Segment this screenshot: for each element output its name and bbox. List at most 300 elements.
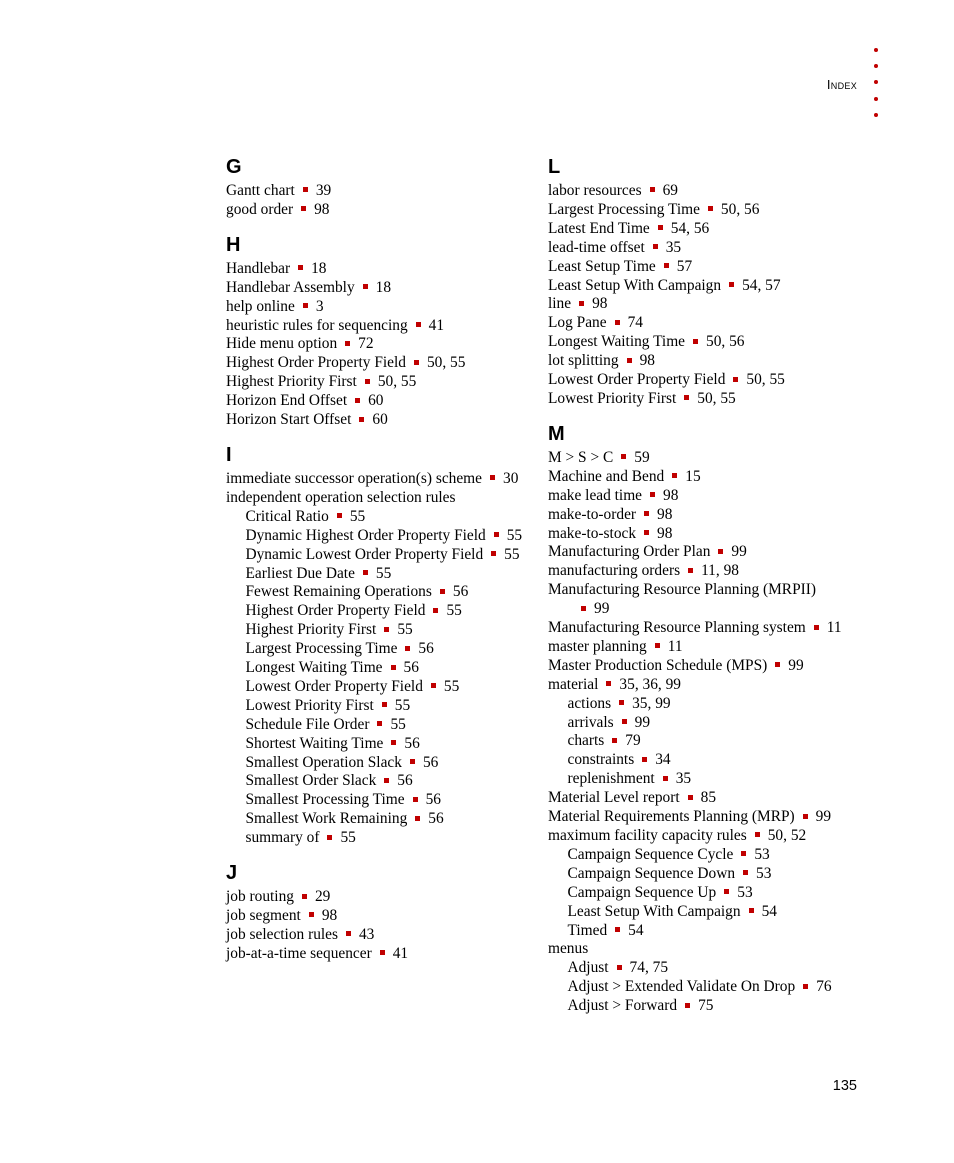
index-subentry — [226, 772, 546, 791]
bullet-icon — [729, 282, 734, 287]
entry-pages: 35 — [665, 238, 682, 256]
entry-pages: 72 — [358, 335, 374, 353]
entry-term: job-at-a-time sequencer — [226, 944, 372, 962]
entry-pages: 50, 55 — [697, 389, 736, 407]
index-column-left — [226, 154, 546, 976]
entry-term: Highest Priority First — [226, 373, 357, 391]
bullet-icon — [491, 551, 496, 556]
entry-pages: 11 — [826, 619, 842, 637]
index-entry — [548, 600, 868, 619]
entry-pages: 56 — [404, 734, 420, 752]
index-entry — [548, 827, 868, 846]
entry-pages: 55 — [349, 507, 366, 525]
bullet-icon — [688, 568, 693, 573]
bullet-icon — [803, 984, 808, 989]
index-entry — [226, 354, 546, 373]
index-entry — [226, 907, 546, 926]
index-entry — [548, 201, 868, 220]
index-subentry — [548, 922, 868, 941]
index-subentry — [548, 714, 868, 733]
bullet-icon — [579, 301, 584, 306]
index-entry — [548, 789, 868, 808]
index-entry — [548, 525, 868, 544]
index-subentry — [226, 716, 546, 735]
index-section — [548, 421, 868, 1016]
bullet-icon — [655, 643, 660, 648]
bullet-icon — [440, 589, 445, 594]
entry-pages: 18 — [311, 259, 327, 277]
bullet-icon — [644, 511, 649, 516]
bullet-icon — [355, 398, 360, 403]
entry-term: Campaign Sequence Down — [567, 864, 736, 882]
entry-term: Campaign Sequence Up — [567, 883, 717, 901]
bullet-icon — [410, 759, 415, 764]
index-subentry — [226, 735, 546, 754]
bullet-icon — [642, 757, 647, 762]
entry-pages: 76 — [816, 978, 832, 996]
entry-pages: 54, 57 — [742, 276, 781, 294]
entry-pages: 3 — [315, 297, 324, 315]
index-entry — [226, 392, 546, 411]
entry-pages: 11 — [667, 637, 683, 655]
entry-pages: 11, 98 — [701, 562, 739, 580]
index-entry — [548, 638, 868, 657]
entry-term: Machine and Bend — [548, 467, 665, 485]
bullet-icon — [612, 738, 617, 743]
index-entry — [226, 201, 546, 220]
running-header: Index — [826, 77, 857, 92]
entry-term: Dynamic Lowest Order Property Field — [245, 545, 484, 563]
index-subentry — [226, 508, 546, 527]
bullet-icon — [775, 662, 780, 667]
entry-term: Handlebar — [226, 259, 291, 277]
entry-term: labor resources — [548, 182, 642, 199]
entry-term: Master Production Schedule (MPS) — [548, 656, 768, 674]
entry-term: Earliest Due Date — [245, 564, 355, 582]
entry-pages: 41 — [392, 944, 409, 962]
margin-dots-decoration — [874, 48, 880, 129]
entry-term: Critical Ratio — [245, 507, 329, 525]
entry-pages: 50, 56 — [706, 333, 745, 351]
bullet-icon — [621, 454, 626, 459]
section-letter: M — [548, 422, 565, 445]
index-subentry — [226, 810, 546, 829]
index-entry — [226, 470, 546, 489]
entry-pages: 56 — [403, 659, 419, 677]
index-subentry — [226, 829, 546, 848]
index-entry — [548, 468, 868, 487]
bullet-icon — [672, 473, 677, 478]
entry-term: Smallest Work Remaining — [245, 810, 408, 828]
entry-term: Hide menu option — [226, 335, 338, 353]
index-entry — [548, 390, 868, 409]
index-section — [548, 154, 868, 409]
entry-term: Least Setup With Campaign — [548, 276, 722, 294]
entry-term: Manufacturing Resource Planning (MRPII) — [548, 581, 816, 599]
index-entry — [548, 940, 868, 959]
bullet-icon — [359, 417, 364, 422]
entry-term: Highest Priority First — [245, 621, 377, 639]
index-subentry — [226, 640, 546, 659]
entry-term: menus — [548, 940, 589, 958]
index-subentry — [226, 791, 546, 810]
bullet-icon — [309, 912, 314, 917]
index-subentry — [548, 959, 868, 978]
entry-term: make lead time — [548, 486, 643, 504]
entry-pages: 35, 99 — [632, 694, 671, 712]
entry-pages: 54 — [761, 902, 777, 920]
entry-pages: 53 — [756, 864, 772, 882]
entry-pages: 53 — [737, 883, 753, 901]
bullet-icon — [650, 492, 655, 497]
entry-term: Handlebar Assembly — [226, 278, 355, 296]
entry-pages: 56 — [428, 810, 444, 828]
index-subentry — [226, 583, 546, 602]
entry-term: Highest Order Property Field — [226, 354, 406, 372]
entry-pages: 98 — [321, 907, 338, 924]
bullet-icon — [303, 187, 308, 192]
bullet-icon — [650, 187, 655, 192]
entry-pages: 35, 36, 99 — [619, 675, 681, 693]
bullet-icon — [693, 339, 698, 344]
entry-term: Horizon Start Offset — [226, 411, 352, 429]
bullet-icon — [345, 341, 350, 346]
entry-pages: 50, 55 — [746, 371, 785, 389]
bullet-icon — [708, 206, 713, 211]
bullet-icon — [490, 475, 495, 480]
index-subentry — [548, 903, 868, 922]
entry-term: Log Pane — [548, 314, 607, 332]
bullet-icon — [365, 379, 370, 384]
entry-term: Largest Processing Time — [245, 640, 398, 658]
section-letter: H — [226, 233, 241, 256]
entry-pages: 41 — [428, 316, 445, 334]
index-section — [226, 442, 546, 848]
entry-pages: 74 — [627, 314, 643, 332]
entry-pages: 98 — [314, 200, 330, 218]
bullet-icon — [414, 360, 419, 365]
bullet-icon — [380, 950, 385, 955]
index-entry — [226, 317, 546, 336]
entry-term: line — [548, 295, 572, 313]
bullet-icon — [644, 530, 649, 535]
index-subentry — [548, 978, 868, 997]
entry-pages: 99 — [788, 656, 804, 674]
entry-pages: 59 — [634, 448, 650, 466]
index-subentry — [548, 846, 868, 865]
section-letter: J — [226, 862, 238, 885]
index-entry — [226, 279, 546, 298]
entry-pages: 55 — [390, 715, 406, 733]
index-entry — [226, 926, 546, 945]
index-entry — [548, 543, 868, 562]
index-entry — [226, 182, 546, 201]
entry-term: Largest Processing Time — [548, 200, 700, 218]
entry-pages: 98 — [657, 505, 673, 523]
entry-pages: 55 — [506, 526, 523, 544]
index-section — [226, 232, 546, 430]
bullet-icon — [413, 797, 418, 802]
entry-pages: 55 — [375, 564, 392, 582]
index-entry — [548, 371, 868, 390]
index-entry — [548, 258, 868, 277]
entry-term: Longest Waiting Time — [245, 659, 383, 677]
bullet-icon — [377, 721, 382, 726]
bullet-icon — [724, 889, 729, 894]
entry-term: Latest End Time — [548, 219, 650, 237]
bullet-icon — [363, 570, 368, 575]
entry-term: Smallest Order Slack — [245, 772, 377, 790]
bullet-icon — [303, 303, 308, 308]
entry-pages: 60 — [372, 411, 388, 429]
entry-term: Gantt chart — [226, 182, 295, 199]
bullet-icon — [741, 851, 746, 856]
bullet-icon — [384, 778, 389, 783]
index-subentry — [548, 884, 868, 903]
entry-pages: 54 — [628, 921, 644, 939]
entry-term: Fewest Remaining Operations — [245, 583, 432, 601]
index-subentry — [226, 659, 546, 678]
entry-term: job segment — [226, 907, 301, 924]
bullet-icon — [415, 816, 420, 821]
entry-term: Horizon End Offset — [226, 392, 348, 410]
index-entry — [548, 182, 868, 201]
bullet-icon — [416, 322, 421, 327]
entry-pages: 69 — [662, 182, 678, 199]
entry-pages: 43 — [358, 925, 375, 943]
entry-pages: 18 — [375, 278, 392, 296]
bullet-icon — [494, 532, 499, 537]
entry-term: help online — [226, 297, 295, 315]
section-letter: G — [226, 156, 242, 178]
entry-term: Lowest Priority First — [245, 696, 374, 714]
index-subentry — [226, 602, 546, 621]
bullet-icon — [733, 377, 738, 382]
entry-term: make-to-stock — [548, 524, 637, 542]
entry-term: material — [548, 675, 599, 693]
entry-term: arrivals — [567, 713, 614, 731]
bullet-icon — [391, 740, 396, 745]
entry-pages: 34 — [655, 751, 671, 769]
entry-term: Shortest Waiting Time — [245, 734, 384, 752]
entry-term: Manufacturing Resource Planning system — [548, 619, 806, 637]
bullet-icon — [301, 206, 306, 211]
bullet-icon — [606, 681, 611, 686]
entry-pages: 30 — [503, 469, 519, 487]
entry-pages: 56 — [418, 640, 434, 658]
page-number: 135 — [832, 1078, 857, 1094]
dot-icon — [874, 113, 878, 117]
index-entry — [548, 619, 868, 638]
entry-term: maximum facility capacity rules — [548, 827, 747, 844]
entry-term: Smallest Processing Time — [245, 791, 405, 809]
index-subentry — [548, 751, 868, 770]
entry-term: Adjust > Forward — [567, 997, 678, 1015]
bullet-icon — [346, 931, 351, 936]
entry-pages: 99 — [634, 713, 651, 731]
index-entry — [226, 260, 546, 279]
bullet-icon — [382, 702, 387, 707]
dot-icon — [874, 97, 878, 101]
bullet-icon — [749, 908, 754, 913]
entry-pages: 55 — [443, 677, 460, 695]
bullet-icon — [684, 395, 689, 400]
index-entry — [548, 487, 868, 506]
index-entry — [548, 352, 868, 371]
entry-pages: 56 — [452, 583, 469, 601]
index-subentry — [226, 621, 546, 640]
section-letter: I — [226, 443, 232, 466]
entry-term: charts — [567, 732, 605, 750]
bullet-icon — [581, 606, 586, 611]
bullet-icon — [337, 513, 342, 518]
entry-term: Material Requirements Planning (MRP) — [548, 808, 795, 826]
entry-term: immediate successor operation(s) scheme — [226, 469, 482, 487]
entry-pages: 56 — [422, 753, 439, 771]
entry-pages: 99 — [594, 600, 610, 618]
index-section — [226, 154, 546, 220]
entry-term: lead-time offset — [548, 238, 645, 256]
index-entry — [548, 295, 868, 314]
entry-pages: 98 — [592, 295, 608, 313]
entry-pages: 85 — [700, 789, 717, 807]
index-entry — [548, 581, 868, 600]
dot-icon — [874, 64, 878, 68]
bullet-icon — [615, 927, 620, 932]
entry-pages: 98 — [657, 524, 673, 542]
entry-term: lot splitting — [548, 352, 619, 370]
entry-pages: 98 — [639, 352, 655, 370]
bullet-icon — [627, 358, 632, 363]
index-subentry — [548, 695, 868, 714]
entry-term: Adjust — [567, 959, 609, 977]
entry-pages: 39 — [315, 182, 332, 199]
entry-pages: 55 — [394, 696, 411, 714]
entry-pages: 57 — [676, 257, 693, 275]
entry-term: job selection rules — [226, 925, 338, 943]
bullet-icon — [615, 320, 620, 325]
section-letter: L — [548, 156, 561, 178]
entry-term: Smallest Operation Slack — [245, 753, 402, 771]
bullet-icon — [658, 225, 663, 230]
index-section — [226, 860, 546, 964]
entry-term: Lowest Priority First — [548, 389, 677, 407]
entry-term: Lowest Order Property Field — [548, 371, 726, 389]
entry-pages: 50, 55 — [426, 354, 466, 372]
entry-term: constraints — [567, 751, 635, 769]
index-entry — [226, 945, 546, 964]
bullet-icon — [743, 870, 748, 875]
index-subentry — [548, 997, 868, 1016]
bullet-icon — [663, 776, 668, 781]
index-entry — [226, 489, 546, 508]
index-entry — [548, 220, 868, 239]
bullet-icon — [384, 627, 389, 632]
entry-pages: 55 — [446, 602, 462, 620]
bullet-icon — [685, 1003, 690, 1008]
bullet-icon — [327, 835, 332, 840]
bullet-icon — [688, 795, 693, 800]
dot-icon — [874, 80, 878, 84]
entry-term: Lowest Order Property Field — [245, 677, 423, 695]
entry-pages: 15 — [685, 467, 701, 485]
entry-term: actions — [567, 694, 612, 712]
entry-term: Material Level report — [548, 789, 680, 807]
index-subentry — [226, 565, 546, 584]
bullet-icon — [803, 814, 808, 819]
entry-pages: 56 — [425, 791, 441, 809]
index-entry — [548, 449, 868, 468]
entry-pages: 74, 75 — [629, 959, 669, 977]
bullet-icon — [391, 665, 396, 670]
entry-term: good order — [226, 200, 294, 218]
index-entry — [548, 657, 868, 676]
bullet-icon — [298, 265, 303, 270]
index-entry — [548, 314, 868, 333]
entry-pages: 53 — [754, 845, 770, 863]
index-subentry — [226, 678, 546, 697]
entry-pages: 79 — [625, 732, 641, 750]
index-entry — [226, 888, 546, 907]
index-column-right — [548, 154, 868, 1028]
index-entry — [226, 298, 546, 317]
entry-pages: 50, 52 — [767, 827, 807, 844]
entry-term: Least Setup Time — [548, 257, 656, 275]
index-subentry — [548, 732, 868, 751]
index-subentry — [226, 697, 546, 716]
entry-pages: 60 — [368, 392, 384, 410]
index-entry — [226, 411, 546, 430]
entry-pages: 55 — [397, 621, 413, 639]
index-subentry — [226, 754, 546, 773]
bullet-icon — [718, 549, 723, 554]
index-entry — [548, 239, 868, 258]
entry-pages: 55 — [340, 829, 356, 847]
bullet-icon — [433, 608, 438, 613]
index-entry — [548, 562, 868, 581]
dot-icon — [874, 48, 878, 52]
entry-pages: 54, 56 — [670, 219, 710, 237]
index-subentry — [226, 527, 546, 546]
entry-term: Manufacturing Order Plan — [548, 543, 711, 561]
index-subentry — [226, 546, 546, 565]
entry-pages: 98 — [663, 486, 679, 504]
entry-term: Longest Waiting Time — [548, 333, 686, 351]
entry-term: master planning — [548, 637, 647, 655]
entry-term: Timed — [567, 921, 608, 939]
index-entry — [548, 506, 868, 525]
entry-term: replenishment — [567, 770, 655, 788]
entry-term: Highest Order Property Field — [245, 602, 426, 620]
entry-term: Adjust > Extended Validate On Drop — [567, 978, 796, 996]
bullet-icon — [622, 719, 627, 724]
bullet-icon — [617, 965, 622, 970]
entry-pages: 75 — [698, 997, 714, 1015]
bullet-icon — [664, 263, 669, 268]
entry-term: M > S > C — [548, 448, 614, 466]
bullet-icon — [653, 244, 658, 249]
bullet-icon — [405, 646, 410, 651]
index-subentry — [548, 865, 868, 884]
entry-term: independent operation selection rules — [226, 488, 456, 506]
entry-term: summary of — [245, 829, 320, 847]
entry-pages: 50, 55 — [377, 373, 417, 391]
entry-pages: 50, 56 — [720, 200, 760, 218]
entry-term: Schedule File Order — [245, 715, 370, 733]
entry-term: heuristic rules for sequencing — [226, 316, 408, 334]
index-entry — [548, 808, 868, 827]
index-subentry — [548, 770, 868, 789]
